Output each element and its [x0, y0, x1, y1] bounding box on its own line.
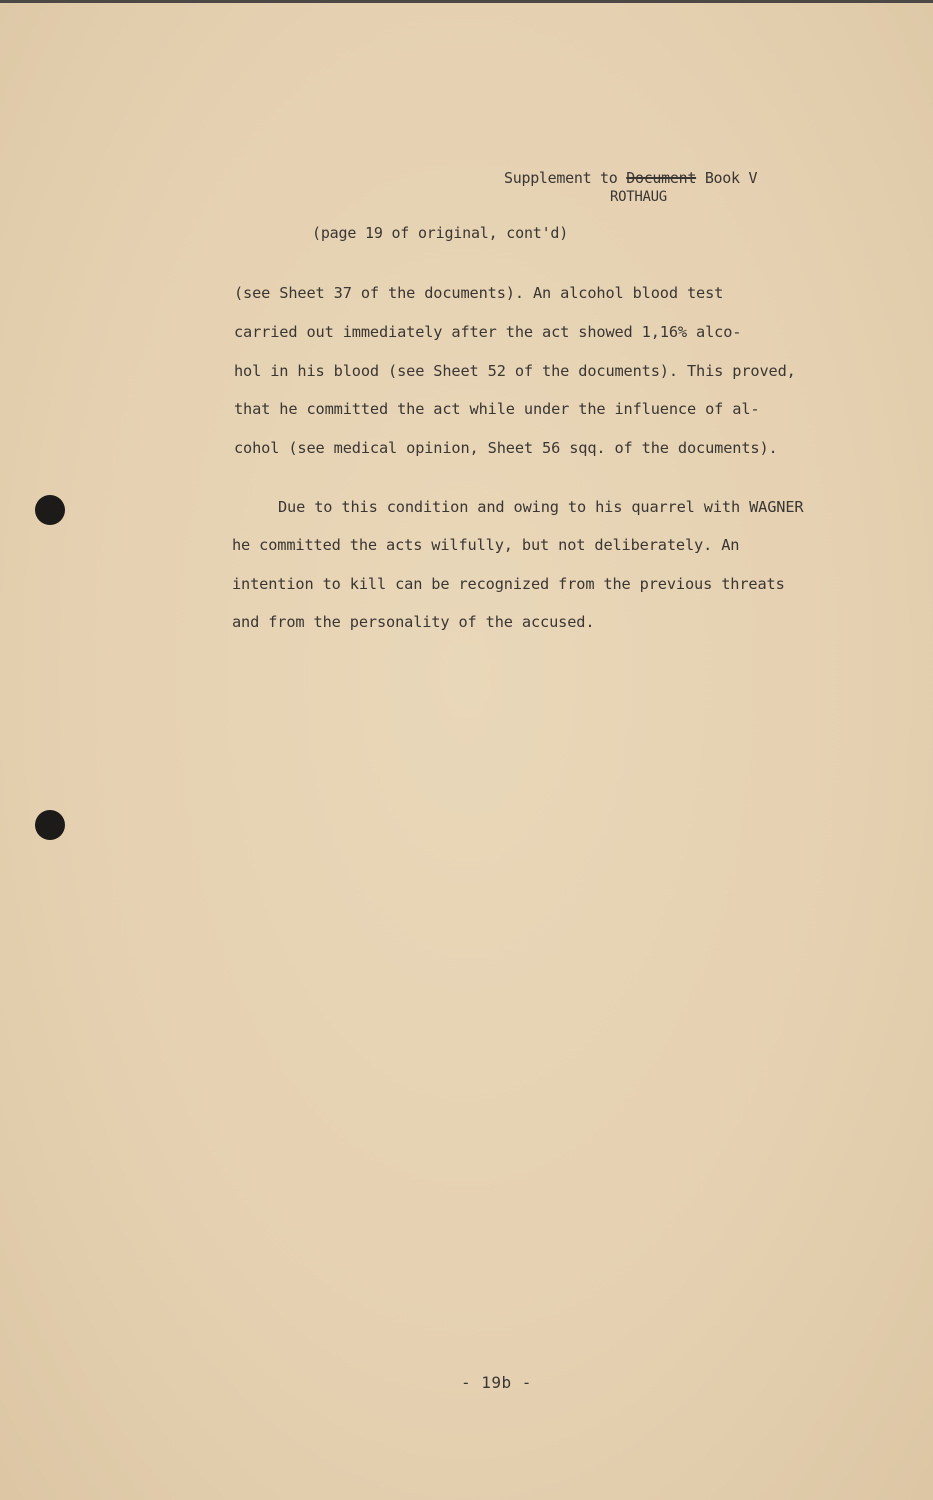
header-prefix: Supplement to [504, 169, 627, 187]
paragraph-1-line: hol in his blood (see Sheet 52 of the documents). This proved, [234, 362, 796, 380]
page-reference: (page 19 of original, cont'd) [312, 224, 569, 242]
page-number: - 19b - [461, 1373, 532, 1392]
header-suffix: Book V [696, 169, 758, 187]
punch-hole-upper [35, 495, 65, 525]
paragraph-2-line: and from the personality of the accused. [232, 613, 595, 631]
paragraph-1-line: cohol (see medical opinion, Sheet 56 sqq. of the documents). [234, 439, 778, 457]
header-line-1 [504, 168, 757, 188]
page-top-edge [0, 0, 933, 3]
punch-hole-lower [35, 810, 65, 840]
header-defendant-name: ROTHAUG [610, 189, 667, 205]
document-header [504, 168, 758, 205]
paragraph-1-line: (see Sheet 37 of the documents). An alcohol blood test [234, 284, 724, 302]
paragraph-2-line: intention to kill can be recognized from the previous threats [232, 575, 785, 593]
header-struck-word: Document [626, 169, 697, 187]
paragraph-1-line: carried out immediately after the act showed 1,16% alco- [234, 323, 742, 341]
paragraph-2-line: Due to this condition and owing to his quarrel with WAGNER [278, 498, 804, 516]
paragraph-2-line: he committed the acts wilfully, but not deliberately. An [232, 536, 740, 554]
paragraph-1-line: that he committed the act while under the influence of al- [234, 400, 760, 418]
